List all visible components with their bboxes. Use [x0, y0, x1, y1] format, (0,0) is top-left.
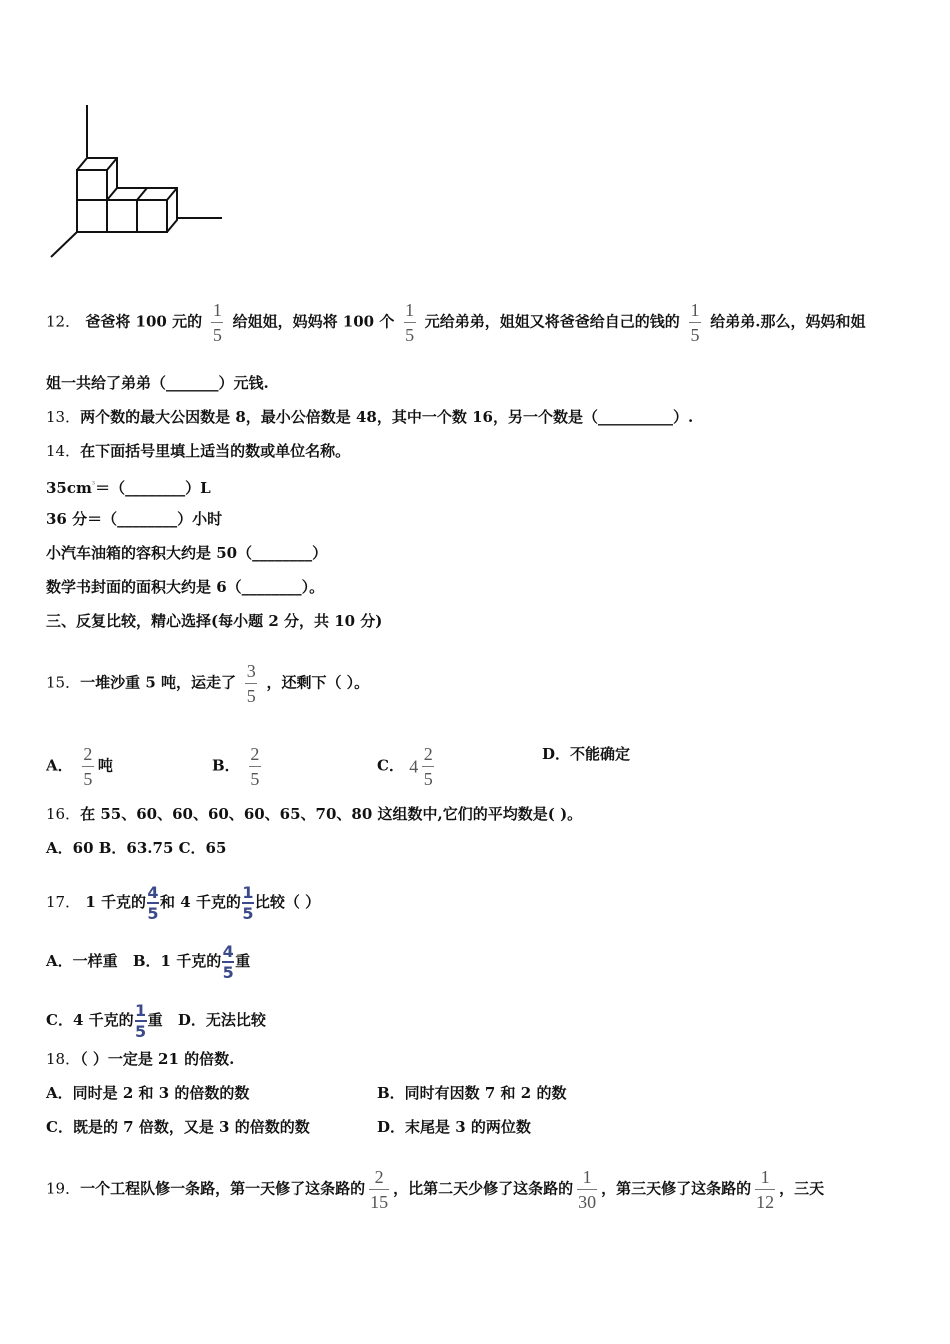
- q19: 19．一个工程队修一条路，第一天修了这条路的 $\frac{2}{15}$ ，比第二天少修了这条路的 $\frac{1}{30}$ ，第三天修了这条路的 $\frac{1}{12}$ ，三天: [46, 1167, 825, 1212]
- fraction: $\frac{1}{5}$: [212, 300, 222, 345]
- q12-line2: 姐一共给了弟弟（_______）元钱.: [46, 374, 269, 392]
- q16-options[interactable]: A．60 B．63.75 C．65: [46, 839, 227, 857]
- q16: 16．在 55、60、60、60、60、65、70、80 这组数中,它们的平均数是( )。: [46, 805, 583, 823]
- q14-item1: $35cm^{^3}=(\_\_\_\_\_\_\_\_)L$: [46, 479, 211, 497]
- q12-number: 12．: [46, 312, 81, 331]
- fraction: $\frac{1}{5}$: [405, 300, 415, 345]
- option-a[interactable]: A．同时是 2 和 3 的倍数的数: [46, 1084, 250, 1102]
- option-b[interactable]: B． $\frac{2}{5}$: [212, 744, 260, 789]
- fraction: $\frac{2}{5}$: [423, 744, 433, 789]
- fraction: $\frac{1}{5}$: [690, 300, 700, 345]
- option-b[interactable]: B．1 千克的 $\frac{4}{5}$ 重: [132, 942, 251, 982]
- q17-options-cd: [46, 1002, 266, 1040]
- q18: 18．（ ）一定是 21 的倍数.: [46, 1050, 235, 1068]
- option-d[interactable]: D．末尾是 3 的两位数: [377, 1118, 531, 1136]
- option-c[interactable]: C． 4 $\frac{2}{5}$: [377, 744, 433, 789]
- q15: 15．一堆沙重 5 吨，运走了 $\frac{3}{5}$ ，还剩下（ ）。: [46, 661, 370, 706]
- fraction: $\frac{4}{5}$: [147, 883, 159, 923]
- fraction: $\frac{1}{30}$: [578, 1167, 597, 1212]
- option-d[interactable]: D．无法比较: [177, 1011, 266, 1029]
- fraction: $\frac{2}{5}$: [250, 744, 260, 789]
- q14-item2: 36 分＝（________）小时: [46, 510, 223, 528]
- option-c[interactable]: C．4 千克的 $\frac{1}{5}$ 重: [46, 1001, 163, 1041]
- q14-item4: 数学书封面的面积大约是 6（________）。: [46, 578, 325, 596]
- q17: 17． 1 千克的 $\frac{4}{5}$ 和 4 千克的 $\frac{1}{5}$ 比较（ ）: [46, 883, 321, 923]
- option-a[interactable]: A． $\frac{2}{5}$ 吨: [46, 744, 113, 789]
- fraction: $\frac{2}{15}$: [370, 1167, 389, 1212]
- option-b[interactable]: B．同时有因数 7 和 2 的数: [377, 1084, 567, 1102]
- q13: 13．两个数的最大公因数是 8，最小公倍数是 48，其中一个数 16，另一个数是（__________）.: [46, 408, 694, 426]
- fraction: $\frac{1}{5}$: [242, 883, 254, 923]
- fraction: $\frac{3}{5}$: [246, 661, 256, 706]
- cube-figure: [40, 95, 240, 265]
- option-d[interactable]: D．不能确定: [542, 745, 631, 763]
- option-a[interactable]: A．一样重: [46, 952, 118, 970]
- q17-options-ab: [46, 943, 250, 981]
- q12-line1: 12． 爸爸将 100 元的 $\frac{1}{5}$ 给姐姐，妈妈将 100 个 $\frac{1}{5}$ 元给弟弟，姐姐又将爸爸给自己的钱的 $\frac{1}{5}$ 给弟弟.那么，妈妈和姐: [46, 300, 866, 345]
- fraction: $\frac{4}{5}$: [222, 942, 234, 982]
- fraction: $\frac{2}{5}$: [83, 744, 93, 789]
- section-title: 三、反复比较，精心选择(每小题 2 分，共 10 分): [46, 612, 383, 630]
- q14-item3: 小汽车油箱的容积大约是 50（________）: [46, 544, 328, 562]
- fraction: $\frac{1}{5}$: [135, 1001, 147, 1041]
- q14: 14．在下面括号里填上适当的数或单位名称。: [46, 442, 351, 460]
- option-c[interactable]: C．既是的 7 倍数，又是 3 的倍数的数: [46, 1118, 310, 1136]
- fraction: $\frac{1}{12}$: [756, 1167, 775, 1212]
